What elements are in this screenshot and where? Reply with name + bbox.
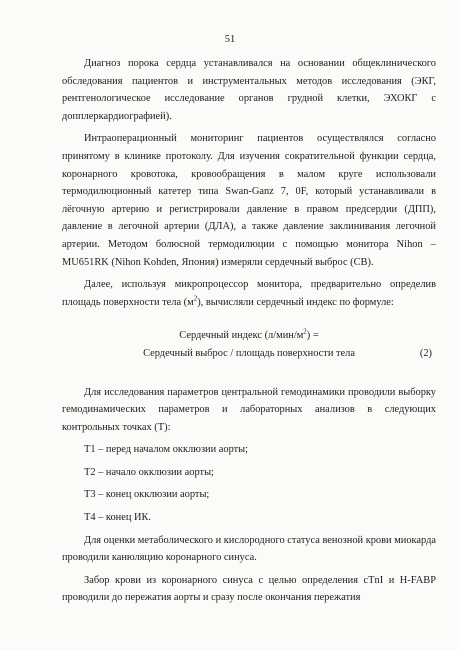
- formula-equals: ) =: [306, 330, 319, 342]
- list-item: Т2 – начало окклюзии аорты;: [84, 466, 214, 478]
- formula-superscript: 2: [303, 327, 307, 336]
- list-item: Т4 – конец ИК.: [84, 512, 152, 524]
- formula-line-2: [62, 345, 436, 363]
- paragraph-control-points: Для исследования параметров центральной гемодинамики проводили выборку гемодинамических параметров и лабораторных анализов в следующих контрольных точках (Т):: [62, 386, 436, 433]
- formula-intro-text: Далее, используя микропроцессор монитора, предварительно определив площадь поверхности тела (м: [62, 279, 436, 308]
- list-item: Т1 – перед началом окклюзии аорты;: [84, 444, 249, 456]
- list-item: Т3 – конец окклюзии аорты;: [84, 489, 210, 501]
- superscript: 2: [193, 294, 198, 303]
- formula-rhs: Сердечный выброс / площадь поверхности тела: [143, 347, 355, 359]
- paragraph-monitoring: Интраоперационный мониторинг пациентов осуществлялся согласно принятому в клинике протоколу. Для изучения сократительной функции сердца, коронарного кровотока, кровообращения в малом круге использовали термодилюционный катетер типа Swan-Ganz 7, 0F, который устанавливали в лёгочную артерию и регистрировали давление в правом предсердии (ДПП), давление в легочной артерии (ДЛА), а также давление заклинивания легочной артерии. Методом болюсной термодилюции с помощью монитора Nihon – MU651RK (Nihon Kohden, Япония) измеряли сердечный выброс (СВ).: [62, 133, 436, 268]
- paragraph-coronary-sinus: Для оценки метаболического и кислородного статуса венозной крови миокарда проводили канюляцию коронарного синуса.: [62, 534, 436, 564]
- formula-intro-text-end: ), вычисляли сердечный индекс по формуле:: [197, 296, 394, 308]
- formula-lhs: Сердечный индекс (л/мин/м: [179, 330, 304, 342]
- formula-number: (2): [419, 347, 432, 359]
- page-number: 51: [224, 34, 236, 45]
- body-text: [62, 55, 436, 607]
- paragraph-formula-intro: [62, 276, 436, 311]
- formula-line-1: [62, 327, 436, 345]
- paragraph-diagnosis: Диагноз порока сердца устанавливался на основании общеклинического обследования пациентов и инструментальных методов исследования (ЭКГ, рентгенологическое исследование органов грудной клетки, ЭХОКГ с допплеркардиографией).: [62, 58, 436, 122]
- paragraph-blood-sampling: Забор крови из коронарного синуса с целью определения cTnI и H-FABP проводили до пережатия аорты и сразу после окончания пережатия: [62, 574, 436, 604]
